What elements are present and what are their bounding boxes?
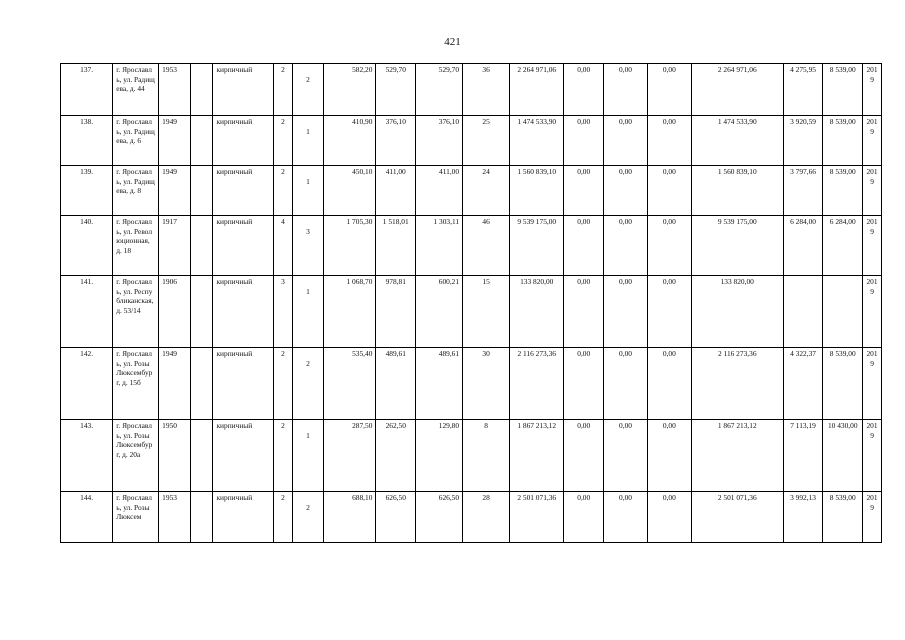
unit-cost-cell: 3 920,59 [783,116,823,166]
fund-cell-1: 0,00 [564,276,604,348]
fund-cell-1: 0,00 [564,166,604,216]
wall-material-cell: кирпичный [213,216,274,276]
plan-year-cell: 2019 [863,166,882,216]
entrances-value: 1 [306,127,310,136]
housing-registry-table [60,63,882,543]
table-row [61,420,882,492]
plan-year-cell: 2019 [863,216,882,276]
plan-year-cell: 2019 [863,420,882,492]
fund-cell-2: 0,00 [604,348,648,420]
plan-year-cell: 2019 [863,348,882,420]
owners-funds-cell: 1 474 533,90 [691,116,783,166]
wall-material-cell: кирпичный [213,64,274,116]
row-number-cell: 143. [61,420,113,492]
total-area-cell: 287,50 [324,420,376,492]
entrances-cell [292,166,323,216]
fund-cell-1: 0,00 [564,64,604,116]
build-year-cell: 1953 [159,64,190,116]
owners-funds-cell: 2 116 273,36 [691,348,783,420]
unit-cost-cell: 6 284,00 [783,216,823,276]
unit-cost-cell: 3 797,66 [783,166,823,216]
reserved-cell [190,216,213,276]
residents-cell: 36 [463,64,510,116]
entrances-cell [292,492,323,543]
fund-cell-3: 0,00 [647,420,691,492]
row-number-cell: 140. [61,216,113,276]
limit-cost-cell: 8 539,00 [823,166,863,216]
total-area-cell: 582,20 [324,64,376,116]
unit-cost-cell: 7 113,19 [783,420,823,492]
build-year-cell: 1950 [159,420,190,492]
wall-material-cell: кирпичный [213,116,274,166]
build-year-cell: 1917 [159,216,190,276]
entrances-value: 2 [306,75,310,84]
total-area-cell: 1 705,30 [324,216,376,276]
address-cell: г. Ярославль, ул. Радищева, д. 8 [113,166,159,216]
floors-cell: 2 [274,420,293,492]
entrances-cell [292,420,323,492]
fund-cell-3: 0,00 [647,492,691,543]
wall-material-cell: кирпичный [213,420,274,492]
limit-cost-cell: 10 430,00 [823,420,863,492]
address-cell: г. Ярославль, ул. Радищева, д. 44 [113,64,159,116]
total-cost-cell: 133 820,00 [510,276,564,348]
premises-area-cell: 529,70 [376,64,416,116]
entrances-value: 1 [306,177,310,186]
reserved-cell [190,420,213,492]
residential-area-cell: 129,80 [416,420,463,492]
table-row [61,166,882,216]
premises-area-cell: 1 518,01 [376,216,416,276]
residential-area-cell: 600,21 [416,276,463,348]
total-cost-cell: 1 474 533,90 [510,116,564,166]
table-row [61,492,882,543]
plan-year-cell: 2019 [863,276,882,348]
limit-cost-cell: 8 539,00 [823,64,863,116]
fund-cell-2: 0,00 [604,166,648,216]
entrances-value: 1 [306,287,310,296]
floors-cell: 2 [274,116,293,166]
fund-cell-2: 0,00 [604,420,648,492]
residents-cell: 30 [463,348,510,420]
wall-material-cell: кирпичный [213,492,274,543]
fund-cell-2: 0,00 [604,276,648,348]
wall-material-cell: кирпичный [213,276,274,348]
total-area-cell: 688,10 [324,492,376,543]
build-year-cell: 1953 [159,492,190,543]
plan-year-cell: 2019 [863,116,882,166]
floors-cell: 2 [274,166,293,216]
limit-cost-cell [823,276,863,348]
fund-cell-1: 0,00 [564,420,604,492]
entrances-cell [292,276,323,348]
total-cost-cell: 1 560 839,10 [510,166,564,216]
build-year-cell: 1906 [159,276,190,348]
owners-funds-cell: 2 501 071,36 [691,492,783,543]
table-row [61,64,882,116]
fund-cell-2: 0,00 [604,492,648,543]
wall-material-cell: кирпичный [213,166,274,216]
owners-funds-cell: 133 820,00 [691,276,783,348]
residential-area-cell: 489,61 [416,348,463,420]
address-cell: г. Ярославль, ул. Радищева, д. 6 [113,116,159,166]
table-row [61,116,882,166]
plan-year-cell: 2019 [863,492,882,543]
entrances-value: 2 [306,359,310,368]
owners-funds-cell: 1 867 213,12 [691,420,783,492]
fund-cell-3: 0,00 [647,64,691,116]
entrances-value: 1 [306,431,310,440]
reserved-cell [190,116,213,166]
fund-cell-1: 0,00 [564,216,604,276]
build-year-cell: 1949 [159,116,190,166]
fund-cell-3: 0,00 [647,116,691,166]
unit-cost-cell: 4 322,37 [783,348,823,420]
fund-cell-1: 0,00 [564,116,604,166]
floors-cell: 2 [274,348,293,420]
premises-area-cell: 489,61 [376,348,416,420]
total-area-cell: 410,90 [324,116,376,166]
row-number-cell: 142. [61,348,113,420]
premises-area-cell: 626,50 [376,492,416,543]
entrances-cell [292,64,323,116]
premises-area-cell: 411,00 [376,166,416,216]
premises-area-cell: 376,10 [376,116,416,166]
residential-area-cell: 626,50 [416,492,463,543]
table-body [61,64,882,543]
reserved-cell [190,64,213,116]
total-cost-cell: 9 539 175,00 [510,216,564,276]
fund-cell-3: 0,00 [647,166,691,216]
owners-funds-cell: 2 264 971,06 [691,64,783,116]
owners-funds-cell: 1 560 839,10 [691,166,783,216]
limit-cost-cell: 6 284,00 [823,216,863,276]
reserved-cell [190,166,213,216]
floors-cell: 4 [274,216,293,276]
total-cost-cell: 2 264 971,06 [510,64,564,116]
residents-cell: 46 [463,216,510,276]
address-cell: г. Ярославль, ул. Республиканская, д. 53/14 [113,276,159,348]
reserved-cell [190,276,213,348]
row-number-cell: 141. [61,276,113,348]
floors-cell: 2 [274,64,293,116]
unit-cost-cell: 3 992,13 [783,492,823,543]
fund-cell-1: 0,00 [564,348,604,420]
unit-cost-cell: 4 275,95 [783,64,823,116]
premises-area-cell: 262,50 [376,420,416,492]
entrances-cell [292,216,323,276]
total-area-cell: 535,40 [324,348,376,420]
fund-cell-1: 0,00 [564,492,604,543]
build-year-cell: 1949 [159,348,190,420]
fund-cell-2: 0,00 [604,116,648,166]
premises-area-cell: 978,81 [376,276,416,348]
table-row [61,348,882,420]
floors-cell: 3 [274,276,293,348]
row-number-cell: 137. [61,64,113,116]
residential-area-cell: 1 303,11 [416,216,463,276]
residents-cell: 15 [463,276,510,348]
fund-cell-3: 0,00 [647,216,691,276]
page-number: 421 [444,36,461,48]
entrances-value: 2 [306,503,310,512]
limit-cost-cell: 8 539,00 [823,348,863,420]
residents-cell: 25 [463,116,510,166]
residential-area-cell: 529,70 [416,64,463,116]
residential-area-cell: 411,00 [416,166,463,216]
address-cell: г. Ярославль, ул. Розы Люксембург, д. 20а [113,420,159,492]
entrances-cell [292,116,323,166]
total-area-cell: 450,10 [324,166,376,216]
table-row [61,276,882,348]
unit-cost-cell [783,276,823,348]
fund-cell-2: 0,00 [604,216,648,276]
limit-cost-cell: 8 539,00 [823,116,863,166]
build-year-cell: 1949 [159,166,190,216]
wall-material-cell: кирпичный [213,348,274,420]
total-cost-cell: 2 501 071,36 [510,492,564,543]
total-cost-cell: 2 116 273,36 [510,348,564,420]
table-row [61,216,882,276]
plan-year-cell: 2019 [863,64,882,116]
floors-cell: 2 [274,492,293,543]
total-area-cell: 1 068,70 [324,276,376,348]
residents-cell: 8 [463,420,510,492]
address-cell: г. Ярославль, ул. Розы Люксем [113,492,159,543]
row-number-cell: 139. [61,166,113,216]
row-number-cell: 138. [61,116,113,166]
address-cell: г. Ярославль, ул. Революционная, д. 18 [113,216,159,276]
address-cell: г. Ярославль, ул. Розы Люксембург, д. 15б [113,348,159,420]
limit-cost-cell: 8 539,00 [823,492,863,543]
residents-cell: 24 [463,166,510,216]
row-number-cell: 144. [61,492,113,543]
entrances-value: 3 [306,227,310,236]
residents-cell: 28 [463,492,510,543]
residential-area-cell: 376,10 [416,116,463,166]
fund-cell-2: 0,00 [604,64,648,116]
entrances-cell [292,348,323,420]
reserved-cell [190,348,213,420]
owners-funds-cell: 9 539 175,00 [691,216,783,276]
reserved-cell [190,492,213,543]
fund-cell-3: 0,00 [647,276,691,348]
total-cost-cell: 1 867 213,12 [510,420,564,492]
fund-cell-3: 0,00 [647,348,691,420]
